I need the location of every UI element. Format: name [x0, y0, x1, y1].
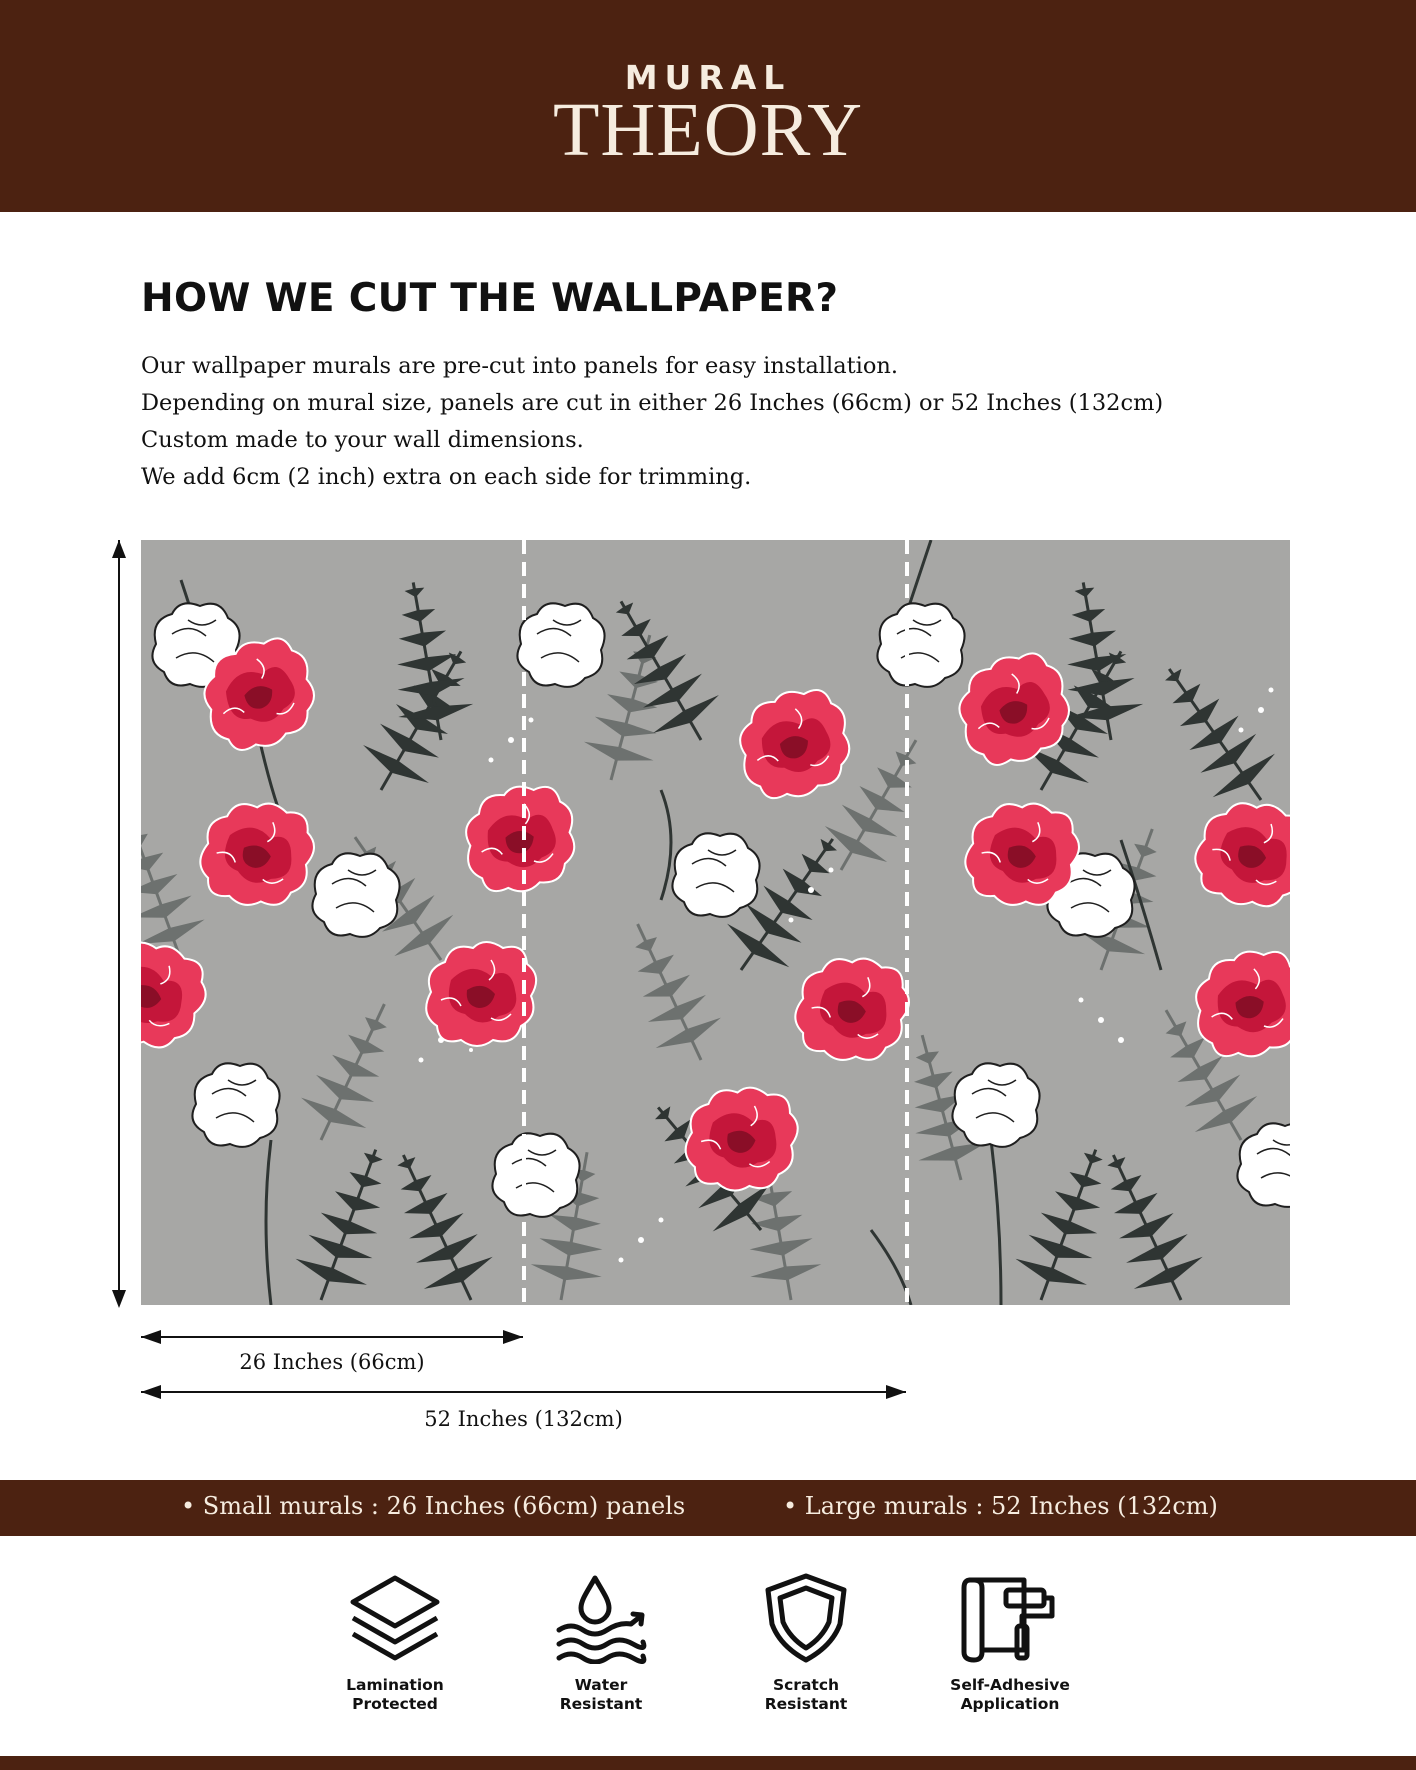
- feature-label: Lamination: [346, 1676, 444, 1694]
- feature-self-adhesive: [915, 1572, 1105, 1714]
- brand-logo-main: THEORY: [553, 88, 863, 172]
- feature-water: [506, 1572, 696, 1714]
- small-murals-note: • Small murals : 26 Inches (66cm) panels: [181, 1492, 686, 1520]
- arrow-right-icon: [503, 1330, 523, 1344]
- feature-label: Resistant: [764, 1695, 848, 1713]
- arrow-down-icon: [112, 1290, 126, 1308]
- description-line: Our wallpaper murals are pre-cut into panels for easy installation.: [141, 353, 899, 379]
- feature-label: Scratch: [772, 1676, 840, 1694]
- description-line: Custom made to your wall dimensions.: [141, 427, 584, 453]
- feature-label: Application: [960, 1695, 1060, 1713]
- arrow-left-icon: [141, 1330, 161, 1344]
- page-title: HOW WE CUT THE WALLPAPER?: [141, 276, 839, 321]
- feature-label: Resistant: [559, 1695, 643, 1713]
- panel-size-band: [0, 1480, 1416, 1536]
- layers-icon: [345, 1572, 445, 1664]
- footer-bar: [0, 1756, 1416, 1770]
- arrow-right-icon: [886, 1385, 906, 1399]
- large-panel-dimension-line: [141, 1391, 906, 1393]
- feature-lamination: [300, 1572, 490, 1714]
- small-panel-dimension-line: [141, 1336, 523, 1338]
- feature-label: Water: [574, 1676, 628, 1694]
- water-drop-icon: [551, 1572, 651, 1664]
- small-panel-dimension-label: 26 Inches (66cm): [239, 1350, 425, 1374]
- brand-logo-top: MURAL: [624, 58, 792, 97]
- arrow-up-icon: [112, 540, 126, 558]
- brand-header: [0, 0, 1416, 212]
- description-line: We add 6cm (2 inch) extra on each side for trimming.: [141, 464, 752, 490]
- mural-preview: [141, 540, 1290, 1305]
- large-murals-note: • Large murals : 52 Inches (132cm): [783, 1492, 1218, 1520]
- height-dimension-line: [118, 540, 120, 1305]
- description-block: [141, 348, 1341, 496]
- shield-icon: [756, 1572, 856, 1664]
- feature-label: Self-Adhesive: [950, 1676, 1070, 1694]
- large-panel-dimension-label: 52 Inches (132cm): [424, 1407, 623, 1431]
- arrow-left-icon: [141, 1385, 161, 1399]
- feature-label: Protected: [352, 1695, 438, 1713]
- feature-scratch: [711, 1572, 901, 1714]
- description-line: Depending on mural size, panels are cut in either 26 Inches (66cm) or 52 Inches (132cm): [141, 390, 1164, 416]
- paint-roller-icon: [960, 1572, 1060, 1664]
